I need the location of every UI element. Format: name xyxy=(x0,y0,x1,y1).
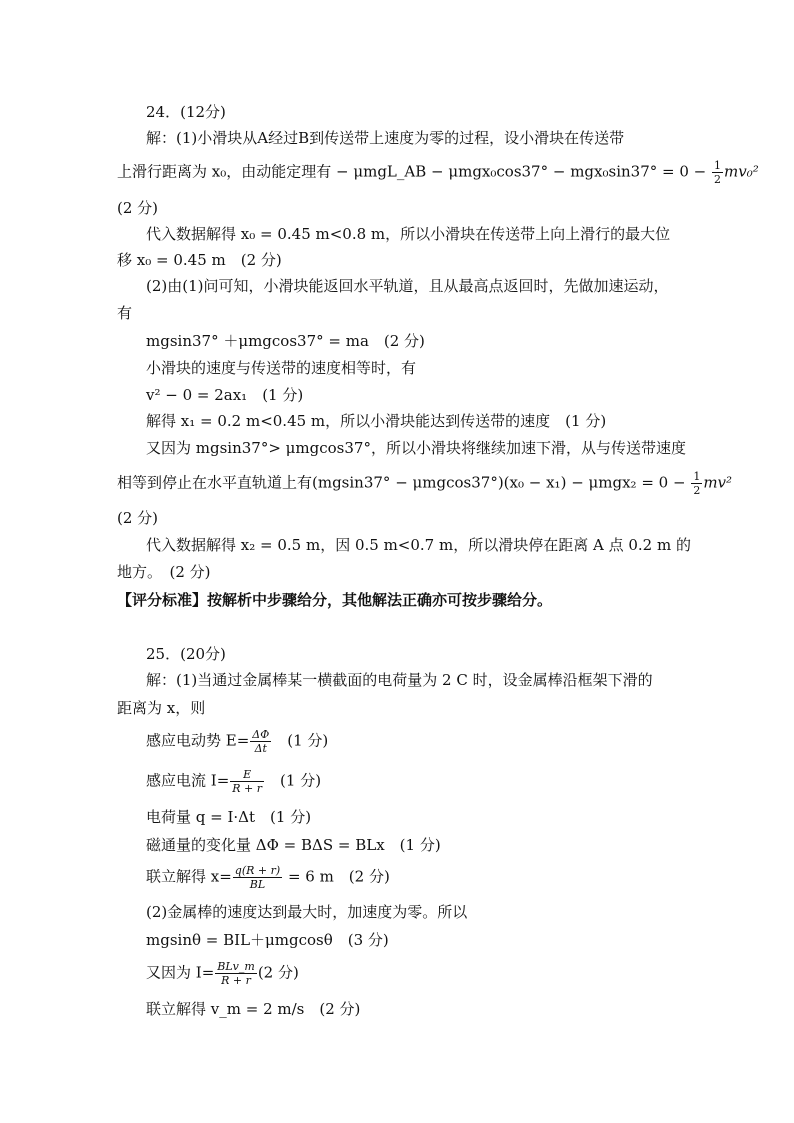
q24-line-15: 代入数据解得 x₂ = 0.5 m，因 0.5 m<0.7 m，所以滑块停在距离 A 点 0.2 m 的 xyxy=(146,536,691,554)
q25-emf xyxy=(146,728,681,755)
solve-x-label: 联立解得 x= xyxy=(146,867,232,886)
fraction-denominator: Δt xyxy=(254,742,267,755)
q24-line-13-end: mv² xyxy=(703,473,733,492)
q24-line-11: 解得 x₁ = 0.2 m<0.45 m，所以小滑块能达到传送带的速度 (1 分) xyxy=(146,412,607,430)
q24-line-4: 代入数据解得 x₀ = 0.45 m<0.8 m，所以小滑块在传送带上向上滑行的最大位 xyxy=(146,225,671,243)
current-fraction xyxy=(230,768,264,795)
q25-part-2: (2)金属棒的速度达到最大时，加速度为零。所以 xyxy=(146,903,468,921)
q24-line-2 xyxy=(117,159,759,186)
q25-line-2: 距离为 x，则 xyxy=(117,699,206,717)
q25-solve-x xyxy=(146,864,681,891)
q24-line-14: (2 分) xyxy=(117,509,159,527)
current-label: 感应电流 I= xyxy=(146,771,230,790)
q24-line-2-fraction xyxy=(712,159,723,186)
q24-line-10: v² − 0 = 2ax₁ (1 分) xyxy=(146,386,304,404)
q24-line-1: 解：(1)小滑块从A经过B到传送带上速度为零的过程，设小滑块在传送带 xyxy=(146,129,625,147)
current-score: (1 分) xyxy=(265,771,322,790)
q25-current-2 xyxy=(146,960,681,987)
q24-line-5: 移 x₀ = 0.45 m (2 分) xyxy=(117,251,282,269)
q24-line-6: (2)由(1)问可知，小滑块能返回水平轨道，且从最高点返回时，先做加速运动， xyxy=(146,277,669,295)
current-2-fraction xyxy=(215,960,257,987)
fraction-numerator: ΔΦ xyxy=(252,728,270,741)
current-2-label: 又因为 I= xyxy=(146,963,215,982)
q25-line-1: 解：(1)当通过金属棒某一横截面的电荷量为 2 C 时，设金属棒沿框架下滑的 xyxy=(146,671,653,689)
q24-line-16: 地方。 (2 分) xyxy=(117,563,211,581)
solve-x-result: = 6 m (2 分) xyxy=(283,867,390,886)
q25-current xyxy=(146,768,681,795)
q24-line-13-fraction xyxy=(691,470,702,497)
q24-line-13-text: 相等到停止在水平直轨道上有(mgsin37° − μmgcos37°)(x₀ − x₁) − μmgx₂ = 0 − xyxy=(117,473,691,492)
emf-fraction xyxy=(250,728,271,755)
q25-charge: 电荷量 q = I·Δt (1 分) xyxy=(146,808,312,826)
fraction-numerator: q(R + r) xyxy=(234,864,281,877)
q24-line-13 xyxy=(117,470,733,497)
q25-balance: mgsinθ = BIL＋μmgcosθ (3 分) xyxy=(146,931,389,949)
fraction-numerator: BLv_m xyxy=(217,960,255,973)
q24-line-2-text: 上滑行距离为 x₀，由动能定理有 − μmgL_AB − μmgx₀cos37° − mgx₀sin37° = 0 − xyxy=(117,162,712,181)
q24-header: 24．(12分) xyxy=(146,103,226,121)
solve-x-fraction xyxy=(233,864,282,891)
fraction-denominator: BL xyxy=(249,878,266,891)
q24-line-7: 有 xyxy=(117,304,133,322)
q24-line-3: (2 分) xyxy=(117,199,159,217)
scoring-standard: 【评分标准】按解析中步骤给分，其他解法正确亦可按步骤给分。 xyxy=(117,591,553,609)
emf-label: 感应电动势 E= xyxy=(146,731,250,750)
fraction-denominator: R + r xyxy=(221,974,251,987)
q25-flux: 磁通量的变化量 ΔΦ = BΔS = BLx (1 分) xyxy=(146,836,441,854)
q25-final: 联立解得 v_m = 2 m/s (2 分) xyxy=(146,1000,361,1018)
emf-score: (1 分) xyxy=(272,731,329,750)
q24-line-2-end: mv₀² xyxy=(724,162,759,181)
fraction-denominator: R + r xyxy=(232,782,263,795)
q24-line-9: 小滑块的速度与传送带的速度相等时，有 xyxy=(146,359,417,377)
q24-line-8: mgsin37° ＋μmgcos37° = ma (2 分) xyxy=(146,332,425,350)
q24-line-12: 又因为 mgsin37°> μmgcos37°，所以小滑块将继续加速下滑，从与传送带速度 xyxy=(146,439,686,457)
q25-header: 25．(20分) xyxy=(146,645,226,663)
fraction-denominator: 2 xyxy=(714,173,722,186)
current-2-score: (2 分) xyxy=(257,963,299,982)
fraction-numerator: 1 xyxy=(714,159,722,172)
fraction-numerator: 1 xyxy=(693,470,701,483)
fraction-denominator: 2 xyxy=(693,484,701,497)
fraction-numerator: E xyxy=(230,768,264,782)
